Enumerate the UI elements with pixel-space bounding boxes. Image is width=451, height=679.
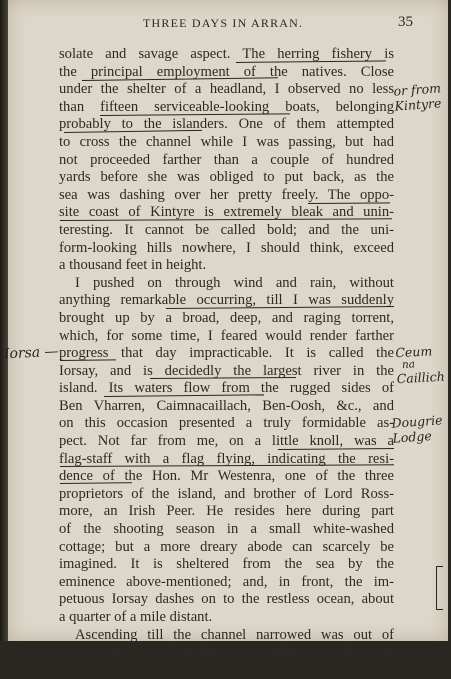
text-line: Iorsay, and is decidedly the largest river in the — [59, 362, 394, 379]
text-line: a thousand feet in height. — [59, 257, 207, 274]
margin-note-iorsa — [4, 345, 59, 363]
book-gutter-shadow — [0, 0, 8, 641]
text-line: solate and savage aspect. The herring fishery is — [59, 46, 394, 62]
text-line: dence of the Hon. Mr Westenra, one of the three — [59, 468, 394, 485]
text-line: to cross the channel while I was passing, but had — [59, 133, 394, 150]
margin-note-ceum-na-caillich — [395, 343, 445, 386]
text-line: Ascending till the channel narrowed was out of — [75, 626, 394, 643]
margin-note-dougrie-lodge — [391, 412, 444, 445]
text-line: not proceeded farther than a couple of hundred — [59, 151, 394, 168]
text-line: teresting. It cannot be called bold; and the uni- — [59, 221, 394, 238]
text-line: site coast of Kintyre is extremely bleak and unin- — [59, 204, 394, 221]
margin-note-kintyre — [393, 80, 442, 113]
text-line: form-looking hills nowhere, I should think, exceed — [59, 239, 394, 256]
text-line: more, an Irish Peer. He resides here during part — [59, 503, 394, 520]
text-line: the principal employment of the natives. Close — [59, 63, 394, 80]
text-line: petuous Iorsay dashes on to the restless ocean, about — [59, 591, 394, 608]
margin-note-line: Ceum — [394, 343, 433, 361]
text-line: on this occasion presented a truly formidable as- — [59, 415, 394, 432]
text-line: a quarter of a mile distant. — [59, 609, 213, 625]
book-page — [3, 0, 448, 678]
text-line: flag-staff with a flag flying, indicating the resi- — [59, 450, 394, 467]
text-line: the question, as I might have trudged on till night — [59, 644, 394, 661]
text-line: brought up by a broad, deep, and raging torrent, — [59, 309, 394, 326]
text-line: than fifteen serviceable-looking boats, belonging — [59, 98, 394, 115]
running-head: THREE DAYS IN ARRAN. — [143, 16, 304, 30]
text-line: which, for some time, I feared would render farther — [59, 327, 394, 344]
text-line: eminence above-mentioned; and, in front, the im- — [59, 573, 394, 590]
text-line: pect. Not far from me, on a little knoll, was a — [59, 433, 394, 450]
margin-bracket — [436, 566, 443, 610]
margin-note-line: na — [401, 358, 416, 371]
text-line: of the shooting season in a small white-washed — [59, 521, 394, 538]
text-line: proprietors of the island, and brother of Lord Ross- — [59, 485, 394, 502]
margin-note-line: Iorsa — [3, 344, 41, 363]
text-line: sea was dashing over her pretty freely. The oppo- — [59, 186, 394, 203]
margin-note-line: Kintyre — [394, 95, 442, 114]
margin-note-line: or from — [393, 80, 442, 99]
margin-note-line: Lodge — [392, 428, 433, 446]
text-line: under the shelter of a headland, I observed no less — [59, 81, 394, 98]
margin-note-line: Dougrie — [391, 412, 443, 431]
text-line: imagined. It is sheltered from the sea by the — [59, 556, 394, 573]
page-header — [8, 14, 448, 34]
margin-arrow: — — [44, 343, 59, 361]
text-line: yards before she was obliged to put back, as the — [59, 169, 394, 186]
body-text — [59, 46, 394, 679]
text-line: progress that day impracticable. It is called the — [59, 345, 394, 362]
text-line: anything remarkable occurring, till I was suddenly — [59, 292, 394, 309]
text-line: island. Its waters flow from the rugged sides of — [59, 380, 394, 397]
text-line: cottage; but a more dreary abode can scarcely be — [59, 538, 394, 555]
text-line: probably to the islanders. One of them attempted — [59, 116, 394, 133]
text-line: without a chance of effecting a safe passage. At — [59, 661, 394, 678]
margin-note-line: Caillich — [396, 368, 446, 387]
text-line: I pushed on through wind and rain, without — [75, 274, 394, 291]
page-number: 35 — [398, 14, 413, 30]
text-line: Ben Vharren, Caimnacaillach, Ben-Oosh, &c., and — [59, 397, 394, 414]
